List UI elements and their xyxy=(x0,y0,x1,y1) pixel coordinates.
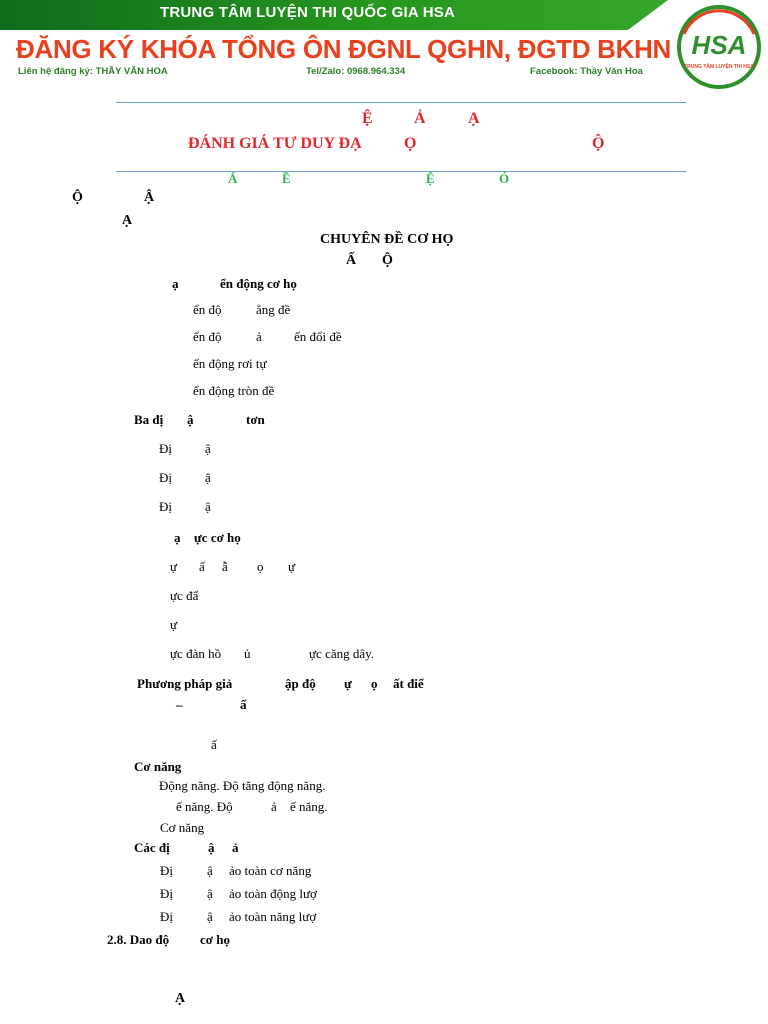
red-title-char: Ọ xyxy=(404,135,417,152)
green-subtitle-char: Ệ xyxy=(426,171,435,186)
section-2-title-part: Ba đị xyxy=(134,412,164,427)
section-6-item: ậ xyxy=(207,909,213,924)
section-3-item: ẫ xyxy=(222,559,228,574)
section-1-item: ẳng đề xyxy=(256,302,291,317)
section-4-sub: – xyxy=(176,697,183,712)
section-6-title-part: ả xyxy=(232,840,239,855)
section-3-item: ự xyxy=(288,559,296,574)
chapter-subtitle-char: Ấ xyxy=(346,253,357,268)
section-1-item: ển động tròn đề xyxy=(193,383,275,398)
section-3-item: ấ xyxy=(199,559,205,574)
banner-facebook: Facebook: Thầy Văn Hoa xyxy=(530,66,643,77)
section-3-item: ọ xyxy=(257,559,264,574)
banner-contact: Liên hệ đăng ký: THẦY VĂN HOA xyxy=(18,66,168,77)
section-3-item: ực đàn hồ xyxy=(170,646,222,661)
section-6-item: ậ xyxy=(207,863,213,878)
hsa-logo-icon xyxy=(676,4,762,90)
section-5-item: ả xyxy=(271,799,277,814)
banner-phone: Tel/Zalo: 0968.964.334 xyxy=(306,66,406,77)
section-4-title-part: ất điể xyxy=(393,676,424,691)
green-subtitle-char: Á xyxy=(228,171,238,186)
section-1-title-part: ạ xyxy=(172,276,179,291)
section-3-item: ủ xyxy=(244,646,251,661)
section-7-title-extra: cơ họ xyxy=(200,932,230,947)
section-5-item: ế năng. Độ xyxy=(176,799,233,814)
section-1-item: ả xyxy=(256,329,262,344)
logo-caption: TRUNG TÂM LUYỆN THI HSA xyxy=(684,64,754,70)
section-3-title-part: ực cơ họ xyxy=(194,530,241,545)
section-4-title-part: ập độ xyxy=(285,676,316,691)
section-6-title-part: Các đị xyxy=(134,840,170,855)
header-banner xyxy=(0,0,768,92)
section-7-title: 2.8. Dao độ xyxy=(107,932,170,947)
section-6-item: Đị xyxy=(160,863,173,878)
section-3-item: ực căng dây. xyxy=(309,646,375,661)
section-4-title-part: ự xyxy=(344,676,352,691)
section-2-title-part: ậ xyxy=(187,412,194,427)
title-rule-top xyxy=(116,102,686,103)
section-4-title-part: Phương pháp giả xyxy=(137,676,233,691)
section-6-item: ảo toàn động lượ xyxy=(229,886,317,901)
section-1-item: ển động rơi tự xyxy=(193,356,267,371)
section-4-sub2: ấ xyxy=(211,737,217,752)
section-1-title-part: ển động cơ họ xyxy=(220,276,297,291)
section-6-item: ảo toàn cơ năng xyxy=(229,863,312,878)
intro-char: Ạ xyxy=(122,213,133,228)
section-2-item: ậ xyxy=(205,441,211,456)
section-6-item: ảo toàn năng lượ xyxy=(229,909,317,924)
section-5-item: Động năng. Độ tăng động năng. xyxy=(159,778,326,793)
section-2-title-part: tơn xyxy=(246,412,265,427)
section-1-item: ển độ xyxy=(193,302,222,317)
section-6-item: Đị xyxy=(160,909,173,924)
intro-char: Ậ xyxy=(144,190,155,205)
red-title-main: ĐÁNH GIÁ TƯ DUY ĐẠ xyxy=(188,135,362,152)
section-1-item: ển độ xyxy=(193,329,222,344)
section-5-item: ế năng. xyxy=(290,799,328,814)
green-subtitle-char: Ó xyxy=(499,171,510,186)
red-title-char: Ệ xyxy=(362,110,373,127)
green-subtitle-char: Ề xyxy=(282,171,291,186)
section-3-item: ự xyxy=(170,559,178,574)
section-4-sub: ấ xyxy=(240,697,247,712)
section-1-item: ến đổi đề xyxy=(294,329,342,344)
section-6-item: Đị xyxy=(160,886,173,901)
section-2-item: Đị xyxy=(159,441,172,456)
section-3-title-part: ạ xyxy=(174,530,181,545)
section-2-item: Đị xyxy=(159,470,172,485)
section-3-item: ự xyxy=(170,617,178,632)
logo-text: HSA xyxy=(691,30,747,60)
section-6-item: ậ xyxy=(207,886,213,901)
section-6-title-part: ậ xyxy=(208,840,215,855)
section-3-item: ực đẩ xyxy=(170,588,199,603)
chapter-title: CHUYÊN ĐỀ CƠ HỌ xyxy=(320,232,454,247)
red-title-char: Ạ xyxy=(468,110,480,127)
section-5-title: Cơ năng xyxy=(134,759,182,774)
section-5-item: Cơ năng xyxy=(160,820,205,835)
section-2-item: Đị xyxy=(159,499,172,514)
chapter-subtitle-char: Ộ xyxy=(382,253,393,268)
red-title-char: Ả xyxy=(414,110,426,127)
red-title-char: Ộ xyxy=(592,135,605,152)
section-2-item: ậ xyxy=(205,499,211,514)
banner-top-title: TRUNG TÂM LUYỆN THI QUỐC GIA HSA xyxy=(160,4,456,21)
section-2-item: ậ xyxy=(205,470,211,485)
banner-main-title: ĐĂNG KÝ KHÓA TỔNG ÔN ĐGNL QGHN, ĐGTD BKHN xyxy=(16,34,672,64)
footer-char: Ạ xyxy=(175,991,186,1006)
title-rule-bottom xyxy=(116,171,686,172)
intro-char: Ộ xyxy=(72,190,83,205)
section-4-title-part: ọ xyxy=(371,676,378,691)
